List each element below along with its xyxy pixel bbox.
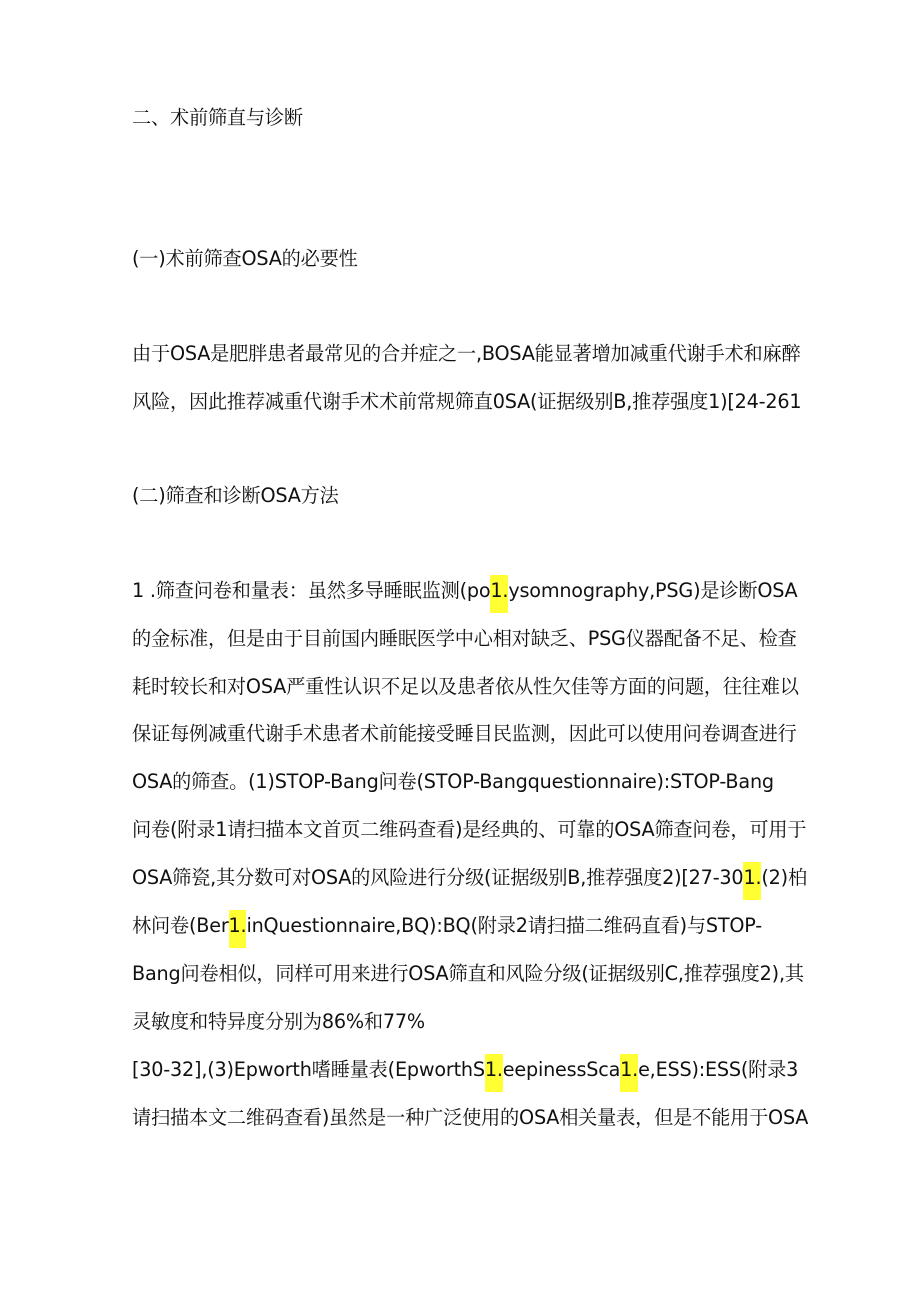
paragraph-text: 林问卷(Ber <box>132 914 229 937</box>
paragraph-text: 由于OSA是肥胖患者最常见的合并症之一,BOSA能显著增加减重代谢手术和麻醉 <box>132 342 801 365</box>
paragraph-text: ysomnography,PSG)是诊断OSA <box>508 579 798 602</box>
subsection-heading-necessity <box>132 247 358 271</box>
paragraph-text: 的金标准，但是由于目前国内睡眠医学中心相对缺乏、PSG仪器配备不足、检查 <box>132 627 797 650</box>
paragraph-text: OSA筛瓷,其分数可对OSA的风险进行分级(证据级别B,推荐强度2)[27-30 <box>132 866 744 889</box>
paragraph-text: 请扫描本文二维码查看)虽然是一种广泛使用的OSA相关量表，但是不能用于OSA <box>132 1106 809 1129</box>
paragraph-1-line-1 <box>132 342 800 366</box>
paragraph-text: 耗时较长和对OSA严重性认识不足以及患者依从性欠佳等方面的问题，往往难以 <box>132 675 799 698</box>
paragraph-2-line-5 <box>132 770 774 794</box>
subsection-heading-text: (二)筛查和诊断OSA方法 <box>132 484 339 507</box>
subsection-heading-text: (一)术前筛查OSA的必要性 <box>132 247 358 270</box>
paragraph-2-line-11 <box>132 1058 798 1082</box>
paragraph-text: 问卷(附录1请扫描本文首页二维码查看)是经典的、可靠的OSA筛查问卷，可用于 <box>132 818 807 841</box>
paragraph-text: 风险，因此推荐减重代谢手术术前常规筛直0SA(证据级别B,推荐强度1)[24-261 <box>132 390 802 413</box>
paragraph-text: 灵敏度和特异度分别为86%和77% <box>132 1010 425 1033</box>
section-heading <box>132 106 303 130</box>
paragraph-2-line-12 <box>132 1106 808 1130</box>
paragraph-2-line-7 <box>132 866 807 890</box>
subsection-heading-methods <box>132 484 339 508</box>
paragraph-text: 保证每例减重代谢手术患者术前能接受睡目民监测，因此可以使用问卷调查进行 <box>132 722 797 745</box>
paragraph-2-line-2 <box>132 627 797 651</box>
paragraph-2-line-8 <box>132 914 762 938</box>
paragraph-2-line-1 <box>132 579 797 603</box>
section-heading-text: 二、术前筛直与诊断 <box>132 106 303 129</box>
paragraph-text: Bang问卷相似，同样可用来进行OSA筛直和风险分级(证据级别C,推荐强度2),其 <box>132 962 804 985</box>
paragraph-2-line-6 <box>132 818 806 842</box>
highlight-mark: 1. <box>620 1054 638 1092</box>
highlight-mark: 1. <box>229 910 247 948</box>
paragraph-text: OSA的筛查。(1)STOP-Bang问卷(STOP-Bangquestionnaire):STOP-Bang <box>132 770 774 793</box>
paragraph-text: eepinessSca <box>502 1058 621 1081</box>
paragraph-text: e,ESS):ESS(附录3 <box>638 1058 799 1081</box>
paragraph-text: 1 .筛查问卷和量表：虽然多导睡眠监测(po <box>132 579 491 602</box>
paragraph-2-line-10 <box>132 1010 425 1034</box>
paragraph-2-line-9 <box>132 962 804 986</box>
paragraph-text: (2)柏 <box>761 866 807 889</box>
paragraph-1-line-2 <box>132 390 801 414</box>
paragraph-2-line-3 <box>132 675 799 699</box>
highlight-mark: 1. <box>743 862 761 900</box>
paragraph-2-line-4 <box>132 722 797 746</box>
paragraph-text: inQuestionnaire,BQ):BQ(附录2请扫描二维码直看)与STOP- <box>246 914 762 937</box>
paragraph-text: [30-32],(3)Epworth嗜睡量表(EpworthS <box>132 1058 485 1081</box>
highlight-mark: 1. <box>490 575 508 613</box>
highlight-mark: 1. <box>485 1054 503 1092</box>
